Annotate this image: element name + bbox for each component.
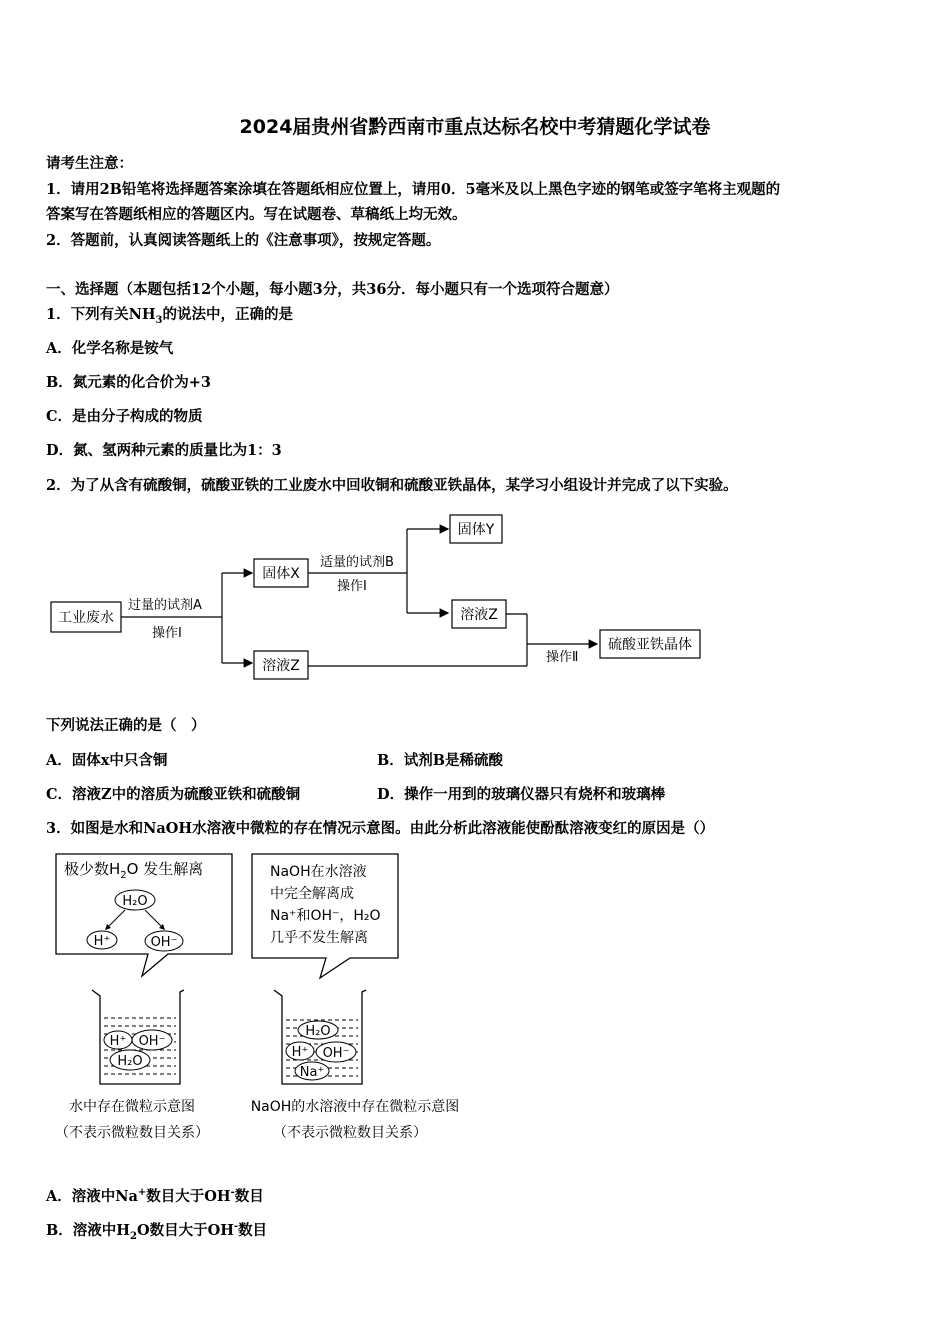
question-2-option-b: B．试剂B是稀硫酸 xyxy=(377,752,504,769)
page-title: 2024届贵州省黔西南市重点达标名校中考猜题化学试卷 xyxy=(239,116,711,138)
particle-diagram xyxy=(50,850,490,1150)
box-solution-z-top xyxy=(452,600,506,628)
beaker-water-oh-ion: OH⁻ xyxy=(138,1034,166,1049)
notice-item-1-line-1: 1．请用2B铅笔将选择题答案涂填在答题纸相应位置上，请用0．5毫米及以上黑色字迹的钢笔或签字笔将主观题的 xyxy=(46,181,781,198)
label-operation-1-a: 操作Ⅰ xyxy=(152,626,182,641)
beaker-water-h-ion: H⁺ xyxy=(109,1034,127,1049)
beaker-naoh-h2o: H₂O xyxy=(305,1024,331,1039)
box-industrial-wastewater xyxy=(51,602,121,632)
beaker-naoh-oh-ion: OH⁻ xyxy=(322,1046,350,1061)
label-reagent-b: 适量的试剂B xyxy=(320,555,394,570)
hydroxide-ion-label: OH⁻ xyxy=(150,935,178,950)
question-1-option-c: C．是由分子构成的物质 xyxy=(46,408,203,425)
right-bubble-line-2: 中完全解离成 xyxy=(270,886,354,902)
right-diagram-note: （不表示微粒数目关系） xyxy=(273,1125,427,1141)
right-bubble-line-3: Na⁺和OH⁻，H₂O xyxy=(270,908,381,924)
question-1-option-d: D．氮、氢两种元素的质量比为1：3 xyxy=(46,442,282,459)
section-heading: 一、选择题（本题包括12个小题，每小题3分，共36分．每小题只有一个选项符合题意） xyxy=(46,281,619,298)
question-2-option-a: A．固体x中只含铜 xyxy=(46,752,168,769)
question-3-stem: 3．如图是水和NaOH水溶液中微粒的存在情况示意图。由此分析此溶液能使酚酞溶液变红的原因是（） xyxy=(46,820,715,837)
beaker-naoh-h-ion: H⁺ xyxy=(291,1045,309,1060)
svg-text:硫酸亚铁晶体: 硫酸亚铁晶体 xyxy=(608,637,692,653)
water-molecule-label: H₂O xyxy=(122,894,148,909)
process-flow-diagram xyxy=(40,510,720,690)
label-operation-1-b: 操作Ⅰ xyxy=(337,579,367,594)
question-3-option-a: A．溶液中Na+数目大于OH-数目 xyxy=(46,1187,264,1205)
beaker-naoh-na-ion: Na⁺ xyxy=(299,1065,325,1080)
box-ferrous-sulfate-crystal xyxy=(600,630,700,658)
left-diagram-note: （不表示微粒数目关系） xyxy=(55,1125,209,1141)
box-solid-y xyxy=(450,515,502,543)
right-diagram-caption: NaOH的水溶液中存在微粒示意图 xyxy=(250,1099,460,1115)
notice-heading: 请考生注意： xyxy=(46,155,133,172)
question-1-option-b: B．氮元素的化合价为+3 xyxy=(46,374,211,391)
box-solid-x xyxy=(254,559,308,587)
svg-text:工业废水: 工业废水 xyxy=(58,610,114,626)
question-1-option-a: A．化学名称是铵气 xyxy=(46,340,174,357)
beaker-water-h2o: H₂O xyxy=(117,1054,143,1069)
label-operation-2: 操作Ⅱ xyxy=(546,650,579,665)
svg-text:固体Y: 固体Y xyxy=(457,522,495,538)
box-solution-z-bottom xyxy=(254,651,308,679)
notice-item-1-line-2: 答案写在答题纸相应的答题区内。写在试题卷、草稿纸上均无效。 xyxy=(46,206,467,223)
question-3-option-b: B．溶液中$H_2O$数目大于OH-数目 xyxy=(46,1221,268,1242)
question-2-prompt: 下列说法正确的是（ ） xyxy=(46,717,206,734)
notice-item-2: 2．答题前，认真阅读答题纸上的《注意事项》，按规定答题。 xyxy=(46,232,441,249)
svg-text:溶液Z: 溶液Z xyxy=(262,658,300,674)
right-bubble-line-4: 几乎不发生解离 xyxy=(270,930,368,946)
question-2-stem: 2．为了从含有硫酸铜，硫酸亚铁的工业废水中回收铜和硫酸亚铁晶体，某学习小组设计并完成了以下实验。 xyxy=(46,477,738,494)
svg-text:溶液Z: 溶液Z xyxy=(460,607,498,623)
svg-text:固体X: 固体X xyxy=(262,566,300,582)
right-bubble-line-1: NaOH在水溶液 xyxy=(270,864,367,880)
hydrogen-ion-label: H⁺ xyxy=(93,934,111,949)
question-1-stem: 1．下列有关$NH_3$的说法中，正确的是 xyxy=(46,306,294,326)
left-diagram-caption: 水中存在微粒示意图 xyxy=(69,1099,195,1115)
question-2-option-d: D．操作一用到的玻璃仪器只有烧杯和玻璃棒 xyxy=(377,786,666,803)
question-2-option-c: C．溶液Z中的溶质为硫酸亚铁和硫酸铜 xyxy=(46,786,301,803)
left-bubble-text: 极少数$H_2O$ 发生解离 xyxy=(64,860,204,881)
label-reagent-a: 过量的试剂A xyxy=(128,598,202,613)
